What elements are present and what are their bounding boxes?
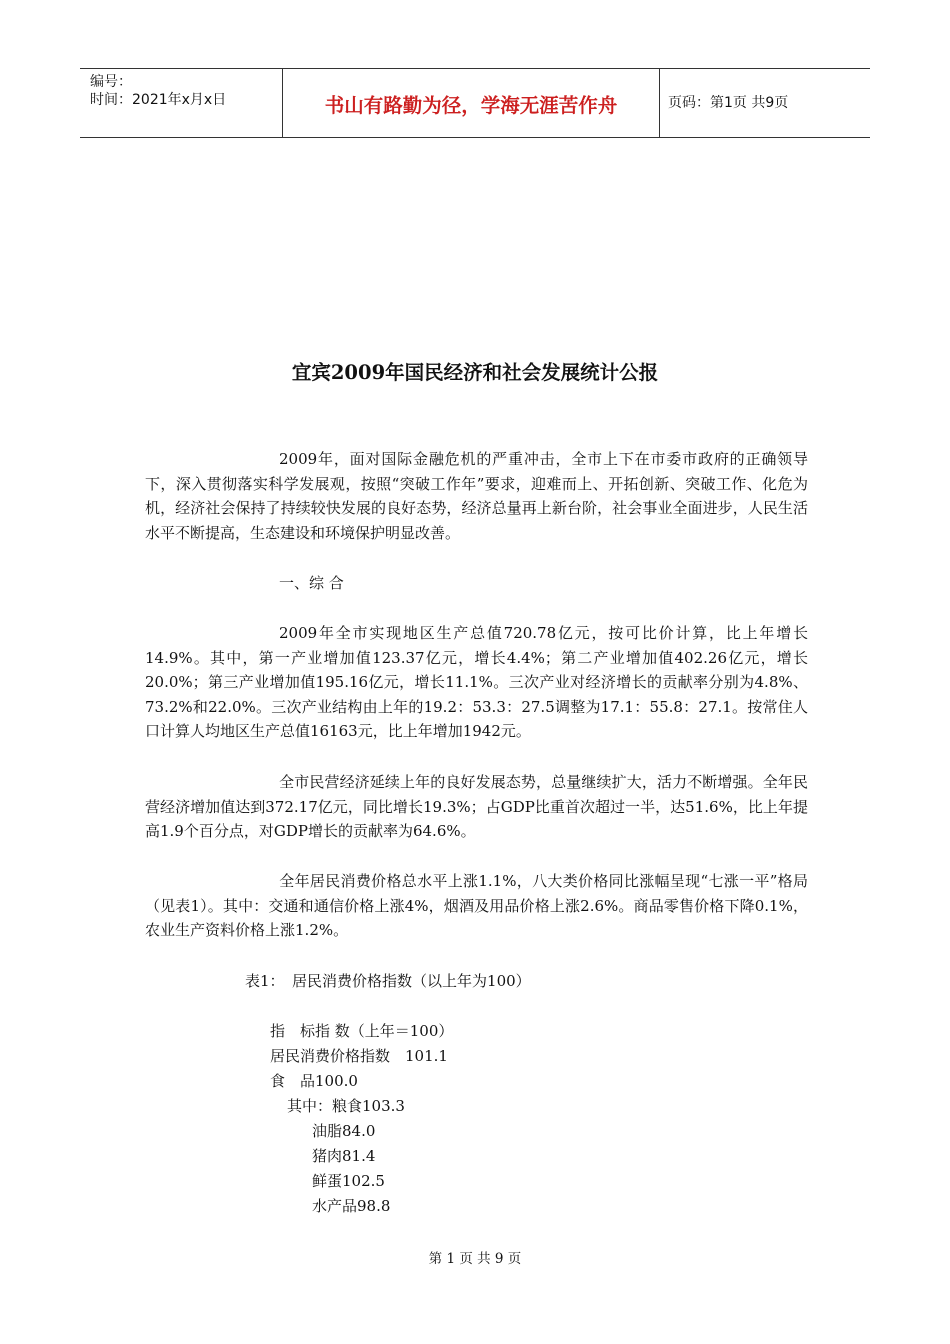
header-page-cell xyxy=(660,69,870,137)
header-meta-cell xyxy=(80,69,283,137)
intro-paragraph: 2009年，面对国际金融危机的严重冲击，全市上下在市委市政府的正确领导下，深入贯彻落实科学发展观，按照“突破工作年”要求，迎难而上、开拓创新、突破工作、化危为机，经济社会保持了持续较快发展的良好态势，经济总量再上新台阶，社会事业全面进步，人民生活水平不断提高，生态建设和环境保护明显改善。 xyxy=(145,450,808,542)
page-title: 宜宾2009年国民经济和社会发展统计公报 xyxy=(291,361,659,384)
table-caption: 表1： 居民消费价格指数（以上年为100） xyxy=(245,972,531,990)
motto-text: 书山有路勤为径，学海无涯苦作舟 xyxy=(324,94,618,117)
private-economy-paragraph: 全市民营经济延续上年的良好发展态势，总量继续扩大，活力不断增强。全年民营经济增加值达到372.17亿元，同比增长19.3%；占GDP比重首次超过一半，达51.6%，比上年提高1.9个百分点，对GDP增长的贡献率为64.6%。 xyxy=(145,773,808,840)
code-label: 编号： xyxy=(90,74,132,90)
cpi-paragraph: 全年居民消费价格总水平上涨1.1%，八大类价格同比涨幅呈现“七涨一平”格局（见表1）。其中：交通和通信价格上涨4%，烟酒及用品价格上涨2.6%。商品零售价格下降0.1%，农业生产资料价格上涨1.2%。 xyxy=(145,872,808,939)
table-row: 油脂84.0 xyxy=(312,1122,376,1140)
table-header-row: 指 标指 数（上年＝100） xyxy=(270,1022,454,1040)
page-number-label: 页码：第1页 共9页 xyxy=(668,95,789,111)
gdp-paragraph: 2009年全市实现地区生产总值720.78亿元，按可比价计算，比上年增长14.9%。其中，第一产业增加值123.37亿元，增长4.4%；第二产业增加值402.26亿元，增长20.0%；第三产业增加值195.16亿元，增长11.1%。三次产业对经济增长的贡献率分别为4.8%、73.2%和22.0%。三次产业结构由上年的19.2：53.3：27.5调整为17.1：55.8：27.1。按常住人口计算人均地区生产总值16163元，比上年增加1942元。 xyxy=(145,624,808,740)
time-label: 时间：2021年x月x日 xyxy=(90,92,227,108)
table-row: 居民消费价格指数 101.1 xyxy=(270,1047,448,1065)
table-row: 食 品100.0 xyxy=(270,1072,358,1090)
page-footer: 第 1 页 共 9 页 xyxy=(428,1251,522,1267)
table-row: 鲜蛋102.5 xyxy=(312,1172,385,1190)
header-motto-cell xyxy=(283,69,660,137)
table-row: 猪肉81.4 xyxy=(312,1147,376,1165)
table-row: 水产品98.8 xyxy=(312,1197,391,1215)
document-header xyxy=(80,68,870,138)
section-heading: 一、综 合 xyxy=(279,574,344,592)
table-row: 其中：粮食103.3 xyxy=(287,1097,405,1115)
